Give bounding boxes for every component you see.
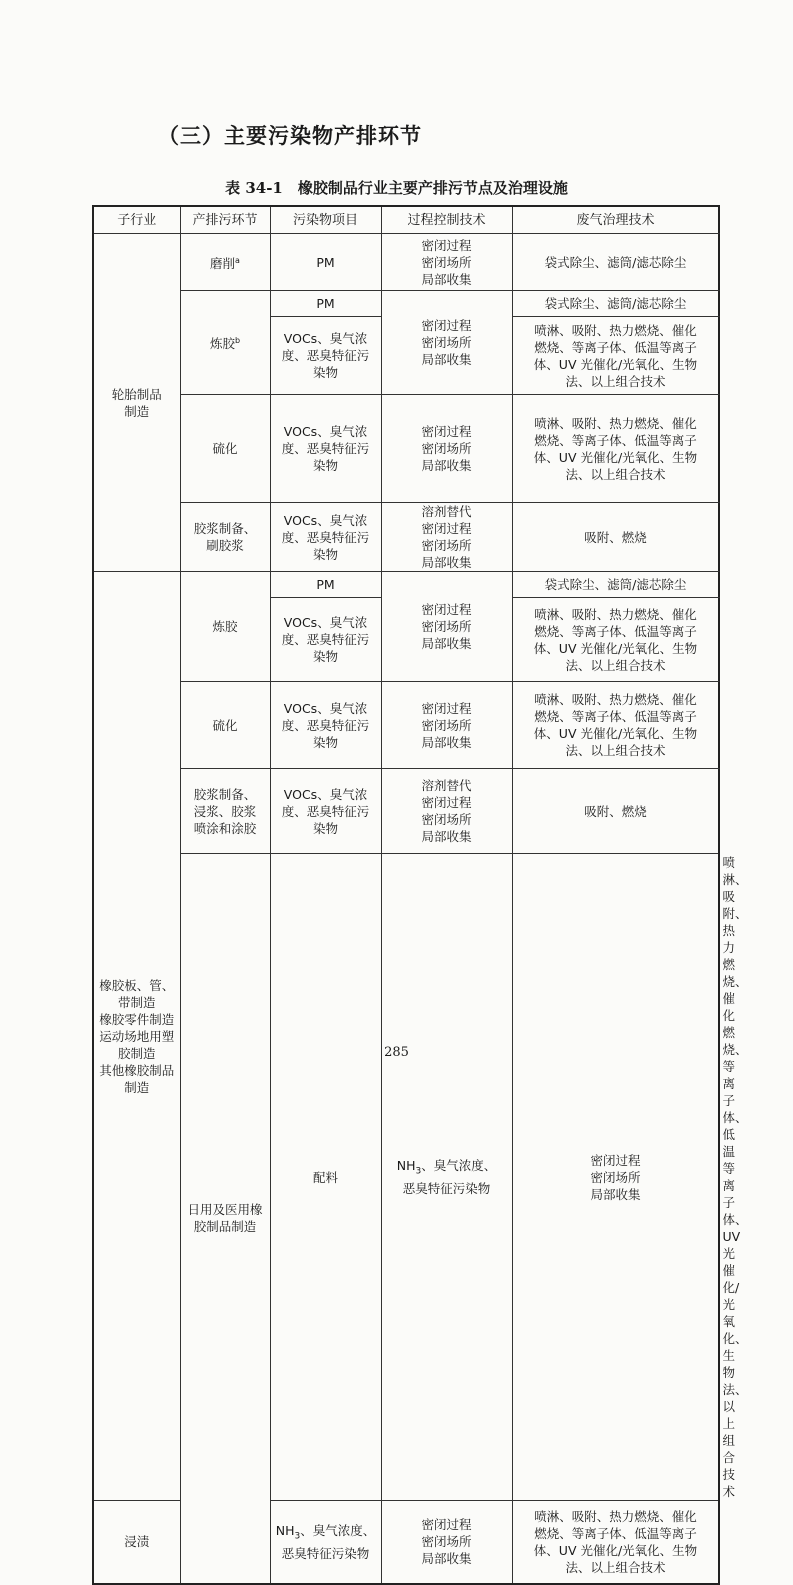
header-control: 过程控制技术 — [381, 206, 512, 234]
control-cell: 溶剂替代 密闭过程 密闭场所 局部收集 — [381, 769, 512, 854]
pollutant-cell: VOCs、臭气浓 度、恶臭特征污 染物 — [270, 598, 381, 682]
stage-cell: 炼胶$^b$ — [180, 291, 270, 395]
pollutant-cell: VOCs、臭气浓 度、恶臭特征污 染物 — [270, 317, 381, 395]
footnote-mark: b — [234, 336, 241, 346]
stage-cell: 硫化 — [180, 682, 270, 769]
stage-cell: 浸渍 — [93, 1501, 180, 1584]
table-row — [93, 234, 719, 291]
treatment-cell: 喷淋、吸附、热力燃烧、催化 燃烧、等离子体、低温等离子 体、UV 光催化/光氧化、生物 法、以上组合技术 — [512, 1501, 719, 1584]
footnote-mark: a — [235, 255, 240, 265]
treatment-cell: 喷淋、吸附、热力燃烧、催化 燃烧、等离子体、低温等离子 体、UV 光催化/光氧化、生物 法、以上组合技术 — [512, 682, 719, 769]
section-title: （三）主要污染物产排环节 — [158, 124, 422, 148]
pollutant-cell: VOCs、臭气浓 度、恶臭特征污 染物 — [270, 769, 381, 854]
control-cell: 密闭过程 密闭场所 局部收集 — [381, 1501, 512, 1584]
treatment-cell: 喷淋、吸附、热力燃烧、催化 燃烧、等离子体、低温等离子 体、UV 光催化/光氧化、生物 法、以上组合技术 — [512, 317, 719, 395]
control-cell: 密闭过程 密闭场所 局部收集 — [381, 234, 512, 291]
table-row — [93, 503, 719, 572]
header-sub-industry: 子行业 — [93, 206, 180, 234]
header-stage: 产排污环节 — [180, 206, 270, 234]
sub-industry-cell: 橡胶板、管、 带制造 橡胶零件制造 运动场地用塑 胶制造 其他橡胶制品 制造 — [93, 572, 180, 1501]
stage-cell: 胶浆制备、 刷胶浆 — [180, 503, 270, 572]
subscript: 3 — [294, 1531, 301, 1541]
page-number: 285 — [384, 1045, 409, 1060]
treatment-cell: 吸附、燃烧 — [512, 503, 719, 572]
subscript: 3 — [415, 1166, 422, 1177]
pollutant-cell: PM — [270, 234, 381, 291]
treatment-cell: 吸附、燃烧 — [512, 769, 719, 854]
table-row — [93, 769, 719, 854]
pollutant-cell: $NH_3$、臭气浓度、 恶臭特征污染物 — [381, 854, 512, 1501]
pollutant-cell: VOCs、臭气浓 度、恶臭特征污 染物 — [270, 682, 381, 769]
header-pollutant: 污染物项目 — [270, 206, 381, 234]
stage-cell: 炼胶 — [180, 572, 270, 682]
stage-cell: 配料 — [270, 854, 381, 1501]
pollutant-cell: $NH_3$、臭气浓度、 恶臭特征污染物 — [270, 1501, 381, 1584]
stage-cell: 硫化 — [180, 395, 270, 503]
pollutant-cell: PM — [270, 572, 381, 598]
header-treatment: 废气治理技术 — [512, 206, 719, 234]
sub-industry-cell: 日用及医用橡 胶制品制造 — [180, 854, 270, 1584]
control-cell: 密闭过程 密闭场所 局部收集 — [381, 291, 512, 395]
pollutant-cell: PM — [270, 291, 381, 317]
treatment-cell: 袋式除尘、滤筒/滤芯除尘 — [512, 234, 719, 291]
treatment-cell: 袋式除尘、滤筒/滤芯除尘 — [512, 291, 719, 317]
table-row — [93, 682, 719, 769]
table-caption: 表 34-1 橡胶制品行业主要产排污节点及治理设施 — [225, 179, 568, 197]
stage-cell: 胶浆制备、 浸浆、胶浆 喷涂和涂胶 — [180, 769, 270, 854]
table-header-row — [93, 206, 719, 234]
control-cell: 密闭过程 密闭场所 局部收集 — [381, 682, 512, 769]
pollutant-cell: VOCs、臭气浓 度、恶臭特征污 染物 — [270, 395, 381, 503]
treatment-cell: 袋式除尘、滤筒/滤芯除尘 — [512, 572, 719, 598]
control-cell: 密闭过程 密闭场所 局部收集 — [381, 395, 512, 503]
treatment-cell: 喷淋、吸附、热力燃烧、催化 燃烧、等离子体、低温等离子 体、UV 光催化/光氧化、生物 法、以上组合技术 — [512, 395, 719, 503]
table-row: 日用及医用橡 胶制品制造 配料 $NH_3$、臭气浓度、 恶臭特征污染物 密闭过程 密闭场所 局部收集 喷淋、吸附、热力燃烧、催化 燃烧、等离子体、低温等离子 体、UV 光催化/光氧化、生物 法、以上组合技术 — [93, 854, 719, 1501]
table-row — [93, 395, 719, 503]
pollutant-cell: VOCs、臭气浓 度、恶臭特征污 染物 — [270, 503, 381, 572]
control-cell: 溶剂替代 密闭过程 密闭场所 局部收集 — [381, 503, 512, 572]
table-row — [93, 572, 719, 598]
control-cell: 密闭过程 密闭场所 局部收集 — [381, 572, 512, 682]
pollution-table — [92, 205, 748, 1585]
control-cell: 密闭过程 密闭场所 局部收集 — [512, 854, 719, 1501]
sub-industry-cell: 轮胎制品 制造 — [93, 234, 180, 572]
table-row — [93, 291, 719, 317]
treatment-cell: 喷淋、吸附、热力燃烧、催化 燃烧、等离子体、低温等离子 体、UV 光催化/光氧化、生物 法、以上组合技术 — [512, 598, 719, 682]
stage-cell: 磨削$^a$ — [180, 234, 270, 291]
